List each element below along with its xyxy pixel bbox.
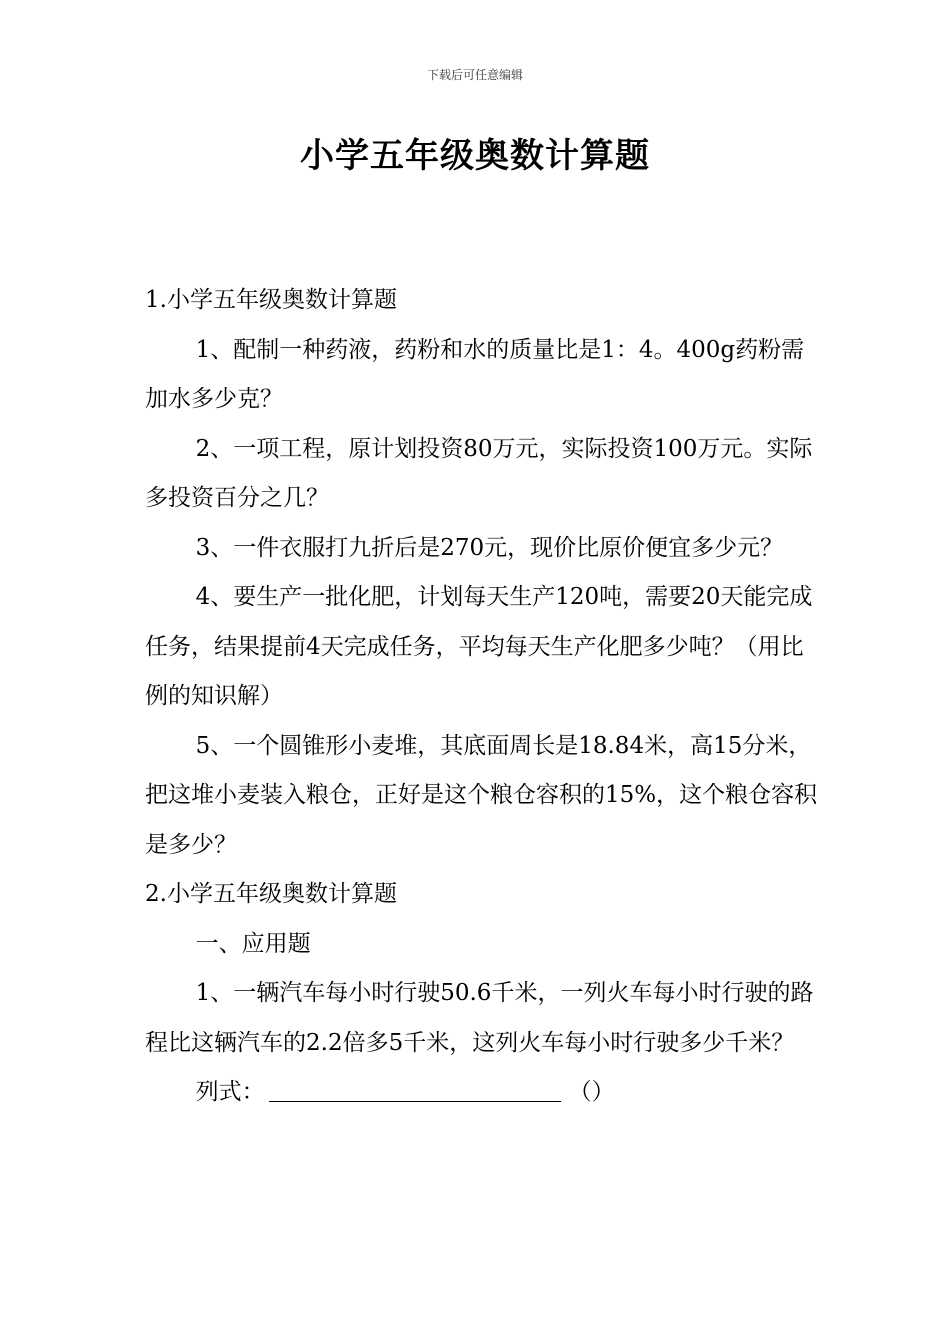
formula-tail: （） xyxy=(568,1079,615,1105)
document-title: 小学五年级奥数计算题 xyxy=(300,136,650,176)
answer-blank[interactable] xyxy=(269,1075,561,1102)
section-heading: 2.小学五年级奥数计算题 xyxy=(145,881,397,907)
header-note: 下载后可任意编辑 xyxy=(426,68,523,82)
formula-line xyxy=(145,1068,825,1118)
formula-label: 列式： xyxy=(195,1079,265,1105)
problem-paragraph: 4、要生产一批化肥，计划每天生产120吨，需要20天能完成任务，结果提前4天完成任务，平均每天生产化肥多少吨？（用比例的知识解） xyxy=(145,584,813,709)
problem-paragraph: 1、一辆汽车每小时行驶50.6千米，一列火车每小时行驶的路程比这辆汽车的2.2倍多5千米，这列火车每小时行驶多少千米？ xyxy=(145,980,814,1056)
section-heading: 1.小学五年级奥数计算题 xyxy=(145,287,397,313)
problem-paragraph: 2、一项工程，原计划投资80万元，实际投资100万元。实际多投资百分之几？ xyxy=(145,435,813,511)
document-body xyxy=(145,276,825,1118)
problem-paragraph: 5、一个圆锥形小麦堆，其底面周长是18.84米，高15分米，把这堆小麦装入粮仓，正好是这个粮仓容积的15%，这个粮仓容积是多少？ xyxy=(145,732,818,858)
problem-paragraph: 1、配制一种药液，药粉和水的质量比是1：4。400g药粉需加水多少克？ xyxy=(145,336,805,412)
problem-paragraph: 3、一件衣服打九折后是270元，现价比原价便宜多少元？ xyxy=(195,534,784,561)
subsection-heading: 一、应用题 xyxy=(195,930,311,957)
